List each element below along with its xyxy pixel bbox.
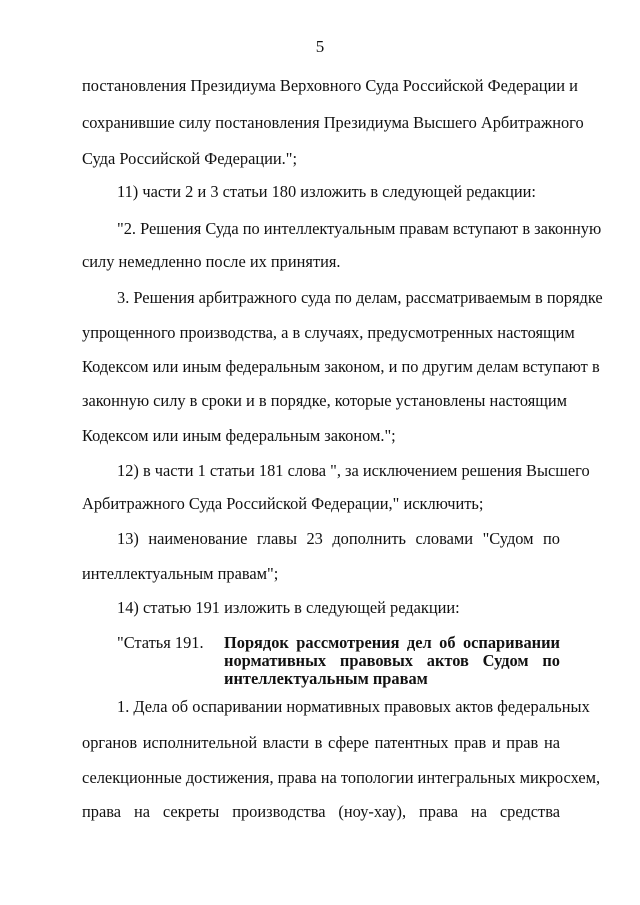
article-title-line: нормативных правовых актов Судом по bbox=[224, 651, 560, 670]
text-line: интеллектуальным правам"; bbox=[82, 564, 279, 583]
article-title-line: интеллектуальным правам bbox=[224, 669, 428, 688]
text-line: Арбитражного Суда Российской Федерации," исключить; bbox=[82, 494, 484, 513]
text-line: законную силу в сроки и в порядке, которые установлены настоящим bbox=[82, 391, 568, 410]
text-line: постановления Президиума Верховного Суда Российской Федерации и bbox=[82, 76, 578, 95]
page-number: 5 bbox=[315, 37, 325, 56]
text-line: селекционные достижения, права на топологии интегральных микросхем, bbox=[82, 768, 601, 787]
text-line: 12) в части 1 статьи 181 слова ", за исключением решения Высшего bbox=[117, 461, 590, 480]
text-line: силу немедленно после их принятия. bbox=[82, 252, 341, 271]
text-line: 14) статью 191 изложить в следующей редакции: bbox=[117, 598, 460, 617]
article-title bbox=[224, 634, 560, 688]
text-line: права на секреты производства (ноу-хау), права на средства bbox=[82, 802, 560, 821]
text-line: "2. Решения Суда по интеллектуальным правам вступают в законную bbox=[117, 219, 602, 238]
text-line: 3. Решения арбитражного суда по делам, рассматриваемым в порядке bbox=[117, 288, 603, 307]
text-line: органов исполнительной власти в сфере патентных прав и прав на bbox=[82, 733, 560, 752]
article-title-line: Порядок рассмотрения дел об оспаривании bbox=[224, 633, 560, 652]
text-line: Кодексом или иным федеральным законом."; bbox=[82, 426, 396, 445]
article-label: "Статья 191. bbox=[117, 633, 204, 652]
text-line: упрощенного производства, а в случаях, предусмотренных настоящим bbox=[82, 323, 575, 342]
text-line: 11) части 2 и 3 статьи 180 изложить в следующей редакции: bbox=[117, 182, 536, 201]
text-line: сохранившие силу постановления Президиума Высшего Арбитражного bbox=[82, 113, 584, 132]
text-line: 1. Дела об оспаривании нормативных правовых актов федеральных bbox=[117, 697, 590, 716]
text-line: Суда Российской Федерации."; bbox=[82, 149, 298, 168]
text-line: Кодексом или иным федеральным законом, и по другим делам вступают в bbox=[82, 357, 600, 376]
text-line: 13) наименование главы 23 дополнить словами "Судом по bbox=[117, 529, 560, 548]
